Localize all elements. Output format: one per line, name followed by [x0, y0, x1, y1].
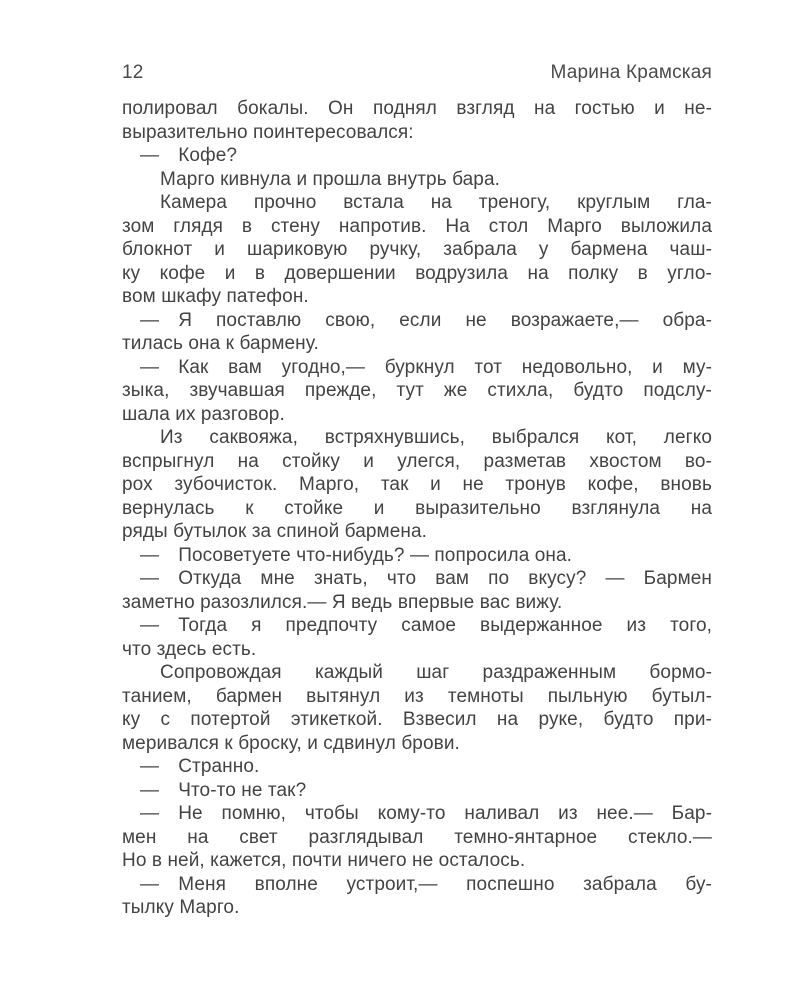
paragraph — [122, 802, 712, 873]
paragraph — [122, 567, 712, 614]
text-line: блокнот и шариковую ручку, забрала у бармена чаш- — [122, 239, 712, 260]
paragraph — [122, 544, 712, 568]
text-line: — Не помню, чтобы кому-то наливал из нее.— Бар- — [140, 803, 712, 824]
text-line: зыка, звучавшая прежде, тут же стихла, будто подслу- — [122, 380, 712, 401]
text-line: вспрыгнул на стойку и улегся, разметав хвостом во- — [122, 450, 712, 472]
paragraph — [122, 873, 712, 920]
paragraph — [122, 168, 712, 192]
paragraph — [122, 191, 712, 309]
text-line: — Меня вполне устроит,— поспешно забрала бу- — [140, 873, 712, 895]
paragraph — [122, 97, 712, 144]
text-line: — Кофе? — [140, 145, 238, 166]
text-line: ку с потертой этикеткой. Взвесил на руке, будто при- — [122, 709, 712, 730]
text-line: Из саквояжа, встряхнувшись, выбрался кот, легко — [160, 427, 712, 448]
paragraph — [122, 356, 712, 427]
page-header — [122, 62, 712, 84]
book-page-text — [122, 97, 712, 920]
paragraph — [122, 426, 712, 544]
page-number: 12 — [122, 62, 144, 83]
text-line: ку кофе и в довершении водрузила на полку в угло- — [122, 262, 712, 284]
paragraph — [122, 755, 712, 779]
text-line: вом шкафу патефон. — [122, 286, 309, 307]
text-line: Марго кивнула и прошла внутрь бара. — [160, 168, 501, 190]
running-header-author: Марина Крамская — [550, 62, 712, 83]
text-line: выразительно поинтересовался: — [122, 121, 414, 143]
text-line: вернулась к стойке и выразительно взглянула на — [122, 497, 712, 519]
text-line: — Откуда мне знать, что вам по вкусу? — Бармен — [140, 568, 712, 589]
text-line: рох зубочисток. Марго, так и не тронув кофе, вновь — [122, 474, 712, 495]
paragraph — [122, 309, 712, 356]
text-line: Камера прочно встала на треногу, круглым гла- — [160, 192, 712, 213]
paragraph — [122, 144, 712, 168]
text-line: — Тогда я предпочту самое выдержанное из того, — [140, 615, 712, 636]
text-line: Но в ней, кажется, почти ничего не осталось. — [122, 850, 526, 871]
text-line: — Как вам угодно,— буркнул тот недовольно, и му- — [140, 356, 712, 378]
text-line: — Я поставлю свою, если не возражаете,— обра- — [140, 309, 712, 331]
text-line: меривался к броску, и сдвинул брови. — [122, 732, 460, 754]
text-line: тылку Марго. — [122, 897, 240, 918]
text-line: тилась она к бармену. — [122, 333, 319, 354]
text-line: шала их разговор. — [122, 403, 285, 425]
text-line: Сопровождая каждый шаг раздраженным бормо- — [160, 662, 712, 683]
text-line: полировал бокалы. Он поднял взгляд на гостью и не- — [122, 98, 712, 119]
text-line: ряды бутылок за спиной бармена. — [122, 521, 428, 542]
text-line: заметно разозлился.— Я ведь впервые вас вижу. — [122, 591, 563, 613]
paragraph — [122, 614, 712, 661]
text-line: зом глядя в стену напротив. На стол Марго выложила — [122, 215, 712, 237]
text-line: — Что-то не так? — [140, 779, 307, 801]
paragraph — [122, 661, 712, 755]
text-line: мен на свет разглядывал темно-янтарное стекло.— — [122, 826, 712, 848]
paragraph — [122, 779, 712, 803]
text-line: — Посоветуете что-нибудь? — попросила она. — [140, 544, 573, 566]
text-line: что здесь есть. — [122, 638, 257, 660]
text-line: — Странно. — [140, 756, 260, 777]
text-line: танием, бармен вытянул из темноты пыльную бутыл- — [122, 685, 712, 707]
